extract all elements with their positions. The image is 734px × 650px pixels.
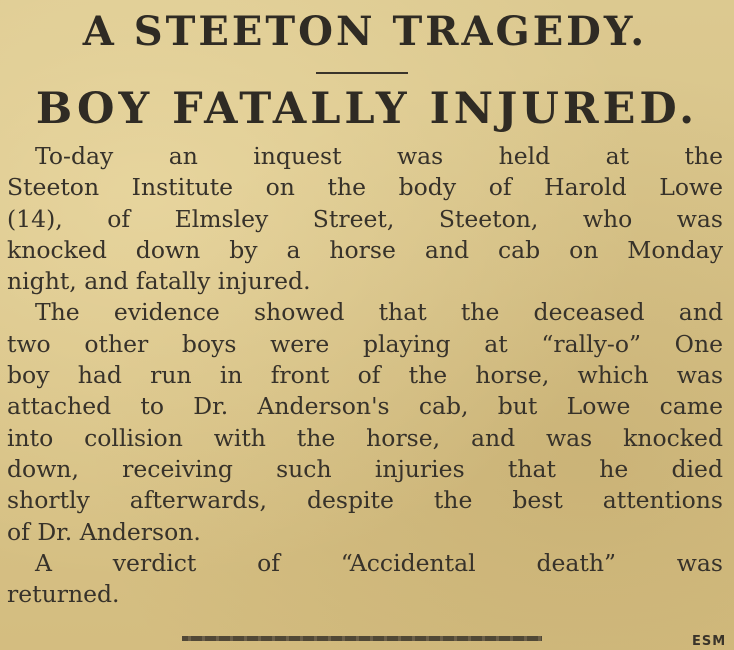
article-line: of Dr. Anderson. <box>7 517 201 546</box>
article-line: shortly afterwards, despite the best attentions <box>7 486 723 515</box>
article-line: into collision with the horse, and was knocked <box>7 423 723 452</box>
article-line: (14), of Elmsley Street, Steeton, who was <box>7 204 723 233</box>
article-line: returned. <box>7 580 120 609</box>
article-line: knocked down by a horse and cab on Monday <box>7 235 723 264</box>
article-line: two other boys were playing at “rally-o” One <box>7 329 723 358</box>
bottom-divider <box>182 636 542 641</box>
article-line: down, receiving such injuries that he died <box>7 454 723 483</box>
article-line: night, and fatally injured. <box>7 267 311 296</box>
article-line: A verdict of “Accidental death” was <box>35 548 723 577</box>
article-line: attached to Dr. Anderson's cab, but Lowe came <box>7 392 723 421</box>
corner-mark: ESM <box>692 634 727 649</box>
subheadline: BOY FATALLY INJURED. <box>35 84 699 134</box>
article-line: To-day an inquest was held at the <box>35 142 723 170</box>
headline-divider <box>316 72 408 74</box>
article-line: Steeton Institute on the body of Harold Lowe <box>7 173 723 202</box>
article-line: boy had run in front of the horse, which was <box>7 361 723 390</box>
headline: A STEETON TRAGEDY. <box>82 8 648 55</box>
article-line: The evidence showed that the deceased and <box>35 298 723 327</box>
article-body <box>7 141 723 610</box>
